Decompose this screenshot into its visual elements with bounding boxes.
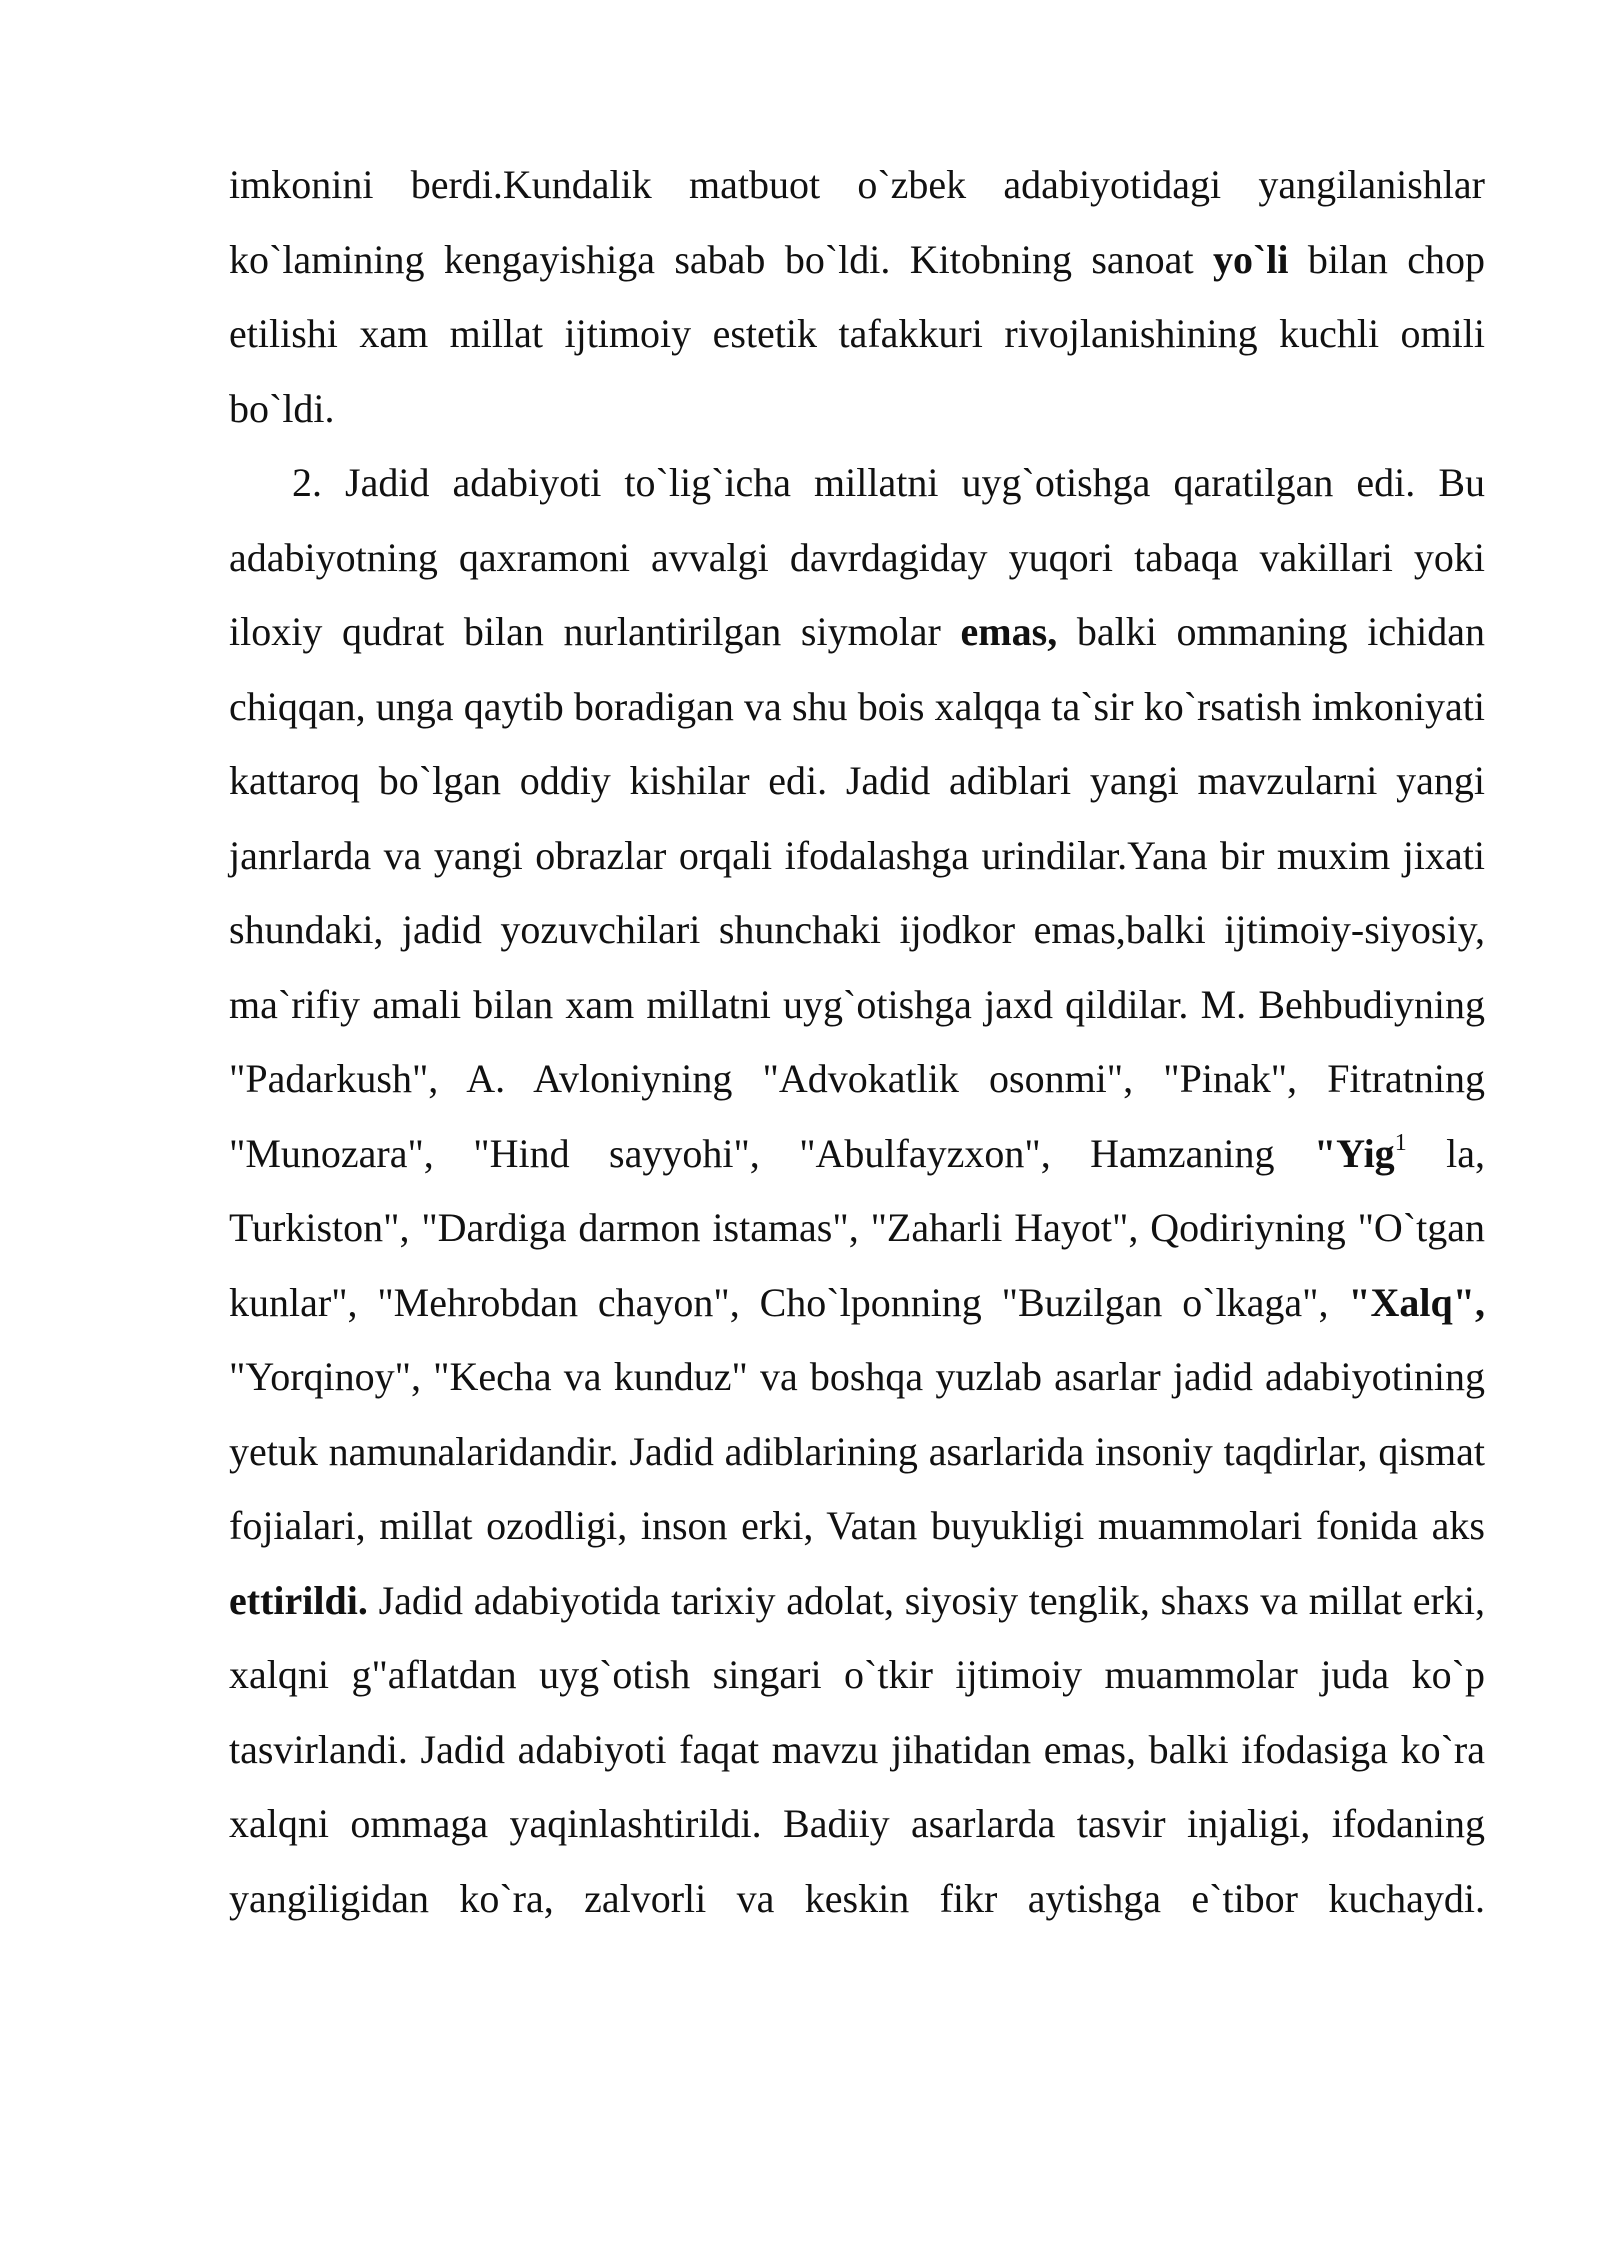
paragraph-2-text-2: balki ommaning ichidan chiqqan, unga qaytib boradigan va shu bois xalqqa ta`sir ko`rsatish imkoniyati kattaroq bo`lgan oddiy kishilar edi. Jadid adiblari yangi mavzularni yangi janrlarda va yangi obrazlar orqali ifodalashga urindilar.Yana bir muxim jixati shundaki, jadid yozuvchilari shunchaki ijodkor emas,balki ijtimoiy-siyosiy, ma`rifiy amali bilan xam millatni uyg`otishga jaxd qildilar. M. Behbudiyning "Padarkush", A. Avloniyning "Advokatlik osonmi", "Pinak", Fitratning "Munozara", "Hind sayyohi", "Abulfayzxon", Hamzaning [229, 609, 1485, 1176]
paragraph-2-bold-1: emas, [960, 609, 1058, 654]
paragraph-1-bold-1: yo`li [1212, 236, 1289, 282]
paragraph-2-bold-4: ettirildi. [229, 1577, 368, 1623]
paragraph-2 [229, 446, 1485, 1936]
paragraph-2-text-5: Jadid adabiyotida tarixiy adolat, siyosiy tenglik, shaxs va millat erki, xalqni g"aflatdan uyg`otish singari o`tkir ijtimoiy muammolar juda ko`p tasvirlandi. Jadid adabiyoti faqat mavzu jihatidan emas, balki ifodasiga ko`ra xalqni ommaga yaqinlashtirildi. Badiiy asarlarda tasvir injaligi, ifodaning yangiligidan ko`ra, zalvorli va keskin fikr aytishga e`tibor kuchaydi. [229, 1577, 1485, 1921]
paragraph-1-text-2: bilan chop etilishi xam millat ijtimoiy estetik tafakkuri rivojlanishining kuchli omili bo`ldi. [229, 236, 1485, 431]
body-text [229, 148, 1485, 1936]
paragraph-2-text-3: la, Turkiston", "Dardiga darmon istamas", "Zaharli Hayot", Qodiriyning "O`tgan kunlar", "Mehrobdan chayon", Cho`lponning "Buzilgan o`lkaga", [229, 1130, 1485, 1325]
paragraph-2-text-1: 2. Jadid adabiyoti to`lig`icha millatni uyg`otishga qaratilgan edi. Bu adabiyotning qaxramoni avvalgi davrdagiday yuqori tabaqa vakillari yoki iloxiy qudrat bilan nurlantirilgan siymolar [229, 460, 1485, 654]
paragraph-2-bold-2: "Yig [1313, 1130, 1395, 1176]
footnote-marker: 1 [1394, 1130, 1407, 1157]
paragraph-1-text-1: imkonini berdi.Kundalik matbuot o`zbek adabiyotidagi yangilanishlar ko`lamining kengayishiga sabab bo`ldi. Kitobning sanoat [229, 162, 1485, 282]
paragraph-2-text-4: "Yorqinoy", "Kecha va kunduz" va boshqa yuzlab asarlar jadid adabiyotining yetuk namunalaridandir. Jadid adiblarining asarlarida insoniy taqdirlar, qismat fojialari, millat ozodligi, inson erki, Vatan buyukligi muammolari fonida aks [229, 1354, 1485, 1548]
paragraph-1 [229, 148, 1485, 446]
paragraph-2-bold-3: "Xalq", [1348, 1279, 1485, 1325]
